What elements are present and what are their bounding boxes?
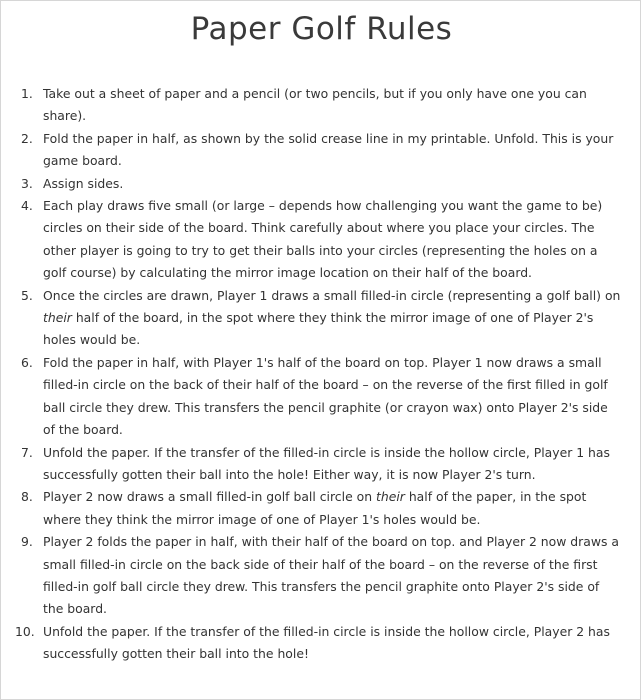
rule-text: Take out a sheet of paper and a pencil (or two pencils, but if you only have one you can share). bbox=[43, 86, 587, 124]
rule-number: 6. bbox=[21, 354, 33, 370]
rule-item-4 bbox=[15, 195, 621, 285]
rule-text bbox=[43, 489, 586, 526]
rule-text bbox=[43, 288, 620, 348]
rule-number: 8. bbox=[21, 489, 33, 505]
rule-item-3 bbox=[15, 173, 621, 195]
rule-text: Unfold the paper. If the transfer of the filled-in circle is inside the hollow circle, Player 1 has successfully gotten their ball into the hole! Either way, it is now Player 2's turn. bbox=[43, 444, 610, 482]
rules-list bbox=[15, 83, 621, 666]
rule-number: 3. bbox=[21, 175, 33, 191]
rule-text: Assign sides. bbox=[43, 175, 124, 191]
rule-text: Each play draws five small (or large – depends how challenging you want the game to be) circles on their side of the board. Think carefully about where you place your circles. The other player is going to try to get their balls into your circles (representing the holes on a golf course) by calculating the mirror image location on their half of the board. bbox=[43, 198, 603, 281]
rule-text-part: half of the paper, in the spot where they think the mirror image of one of Player 1's holes would be. bbox=[43, 489, 587, 527]
page-title: Paper Golf Rules bbox=[190, 11, 453, 47]
rule-text: Fold the paper in half, as shown by the solid crease line in my printable. Unfold. This is your game board. bbox=[43, 130, 614, 169]
rule-item-6 bbox=[15, 352, 621, 442]
rule-number: 1. bbox=[21, 86, 33, 101]
rule-number: 10. bbox=[15, 623, 35, 639]
rule-text: Fold the paper in half, with Player 1's half of the board on top. Player 1 now draws a small filled-in circle on the back of their half of the board – on the reverse of the first filled in golf ball circle they drew. This transfers the pencil graphite (or crayon wax) onto Player 2's side of the board. bbox=[43, 354, 608, 438]
rule-text-emphasis: their bbox=[376, 489, 405, 505]
rule-number: 5. bbox=[21, 287, 33, 303]
rule-item-10 bbox=[15, 621, 621, 666]
rule-number: 4. bbox=[21, 198, 33, 214]
rule-number: 2. bbox=[21, 130, 33, 146]
rule-number: 7. bbox=[21, 444, 33, 460]
rule-item-7 bbox=[15, 442, 621, 487]
rule-text-emphasis: their bbox=[43, 310, 72, 326]
rule-item-1 bbox=[15, 83, 621, 128]
rule-item-5 bbox=[15, 285, 621, 352]
rule-item-2 bbox=[15, 128, 621, 173]
rule-text-part: half of the board, in the spot where they think the mirror image of one of Player 2's holes would be. bbox=[43, 310, 594, 348]
rule-text: Unfold the paper. If the transfer of the filled-in circle is inside the hollow circle, Player 2 has successfully gotten their ball into the hole! bbox=[43, 623, 610, 662]
rule-text-part: Player 2 now draws a small filled-in golf ball circle on bbox=[43, 489, 376, 505]
rule-text: Player 2 folds the paper in half, with their half of the board on top. and Player 2 now draws a small filled-in circle on the back side of their half of the board – on the reverse of the first filled-in golf ball circle they drew. This transfers the pencil graphite onto Player 2's side of the board. bbox=[43, 534, 619, 617]
rule-number: 9. bbox=[21, 534, 33, 550]
rule-item-8 bbox=[15, 486, 621, 531]
rule-item-9 bbox=[15, 531, 621, 621]
rule-text-part: Once the circles are drawn, Player 1 draws a small filled-in circle (representing a golf ball) on bbox=[43, 287, 621, 303]
